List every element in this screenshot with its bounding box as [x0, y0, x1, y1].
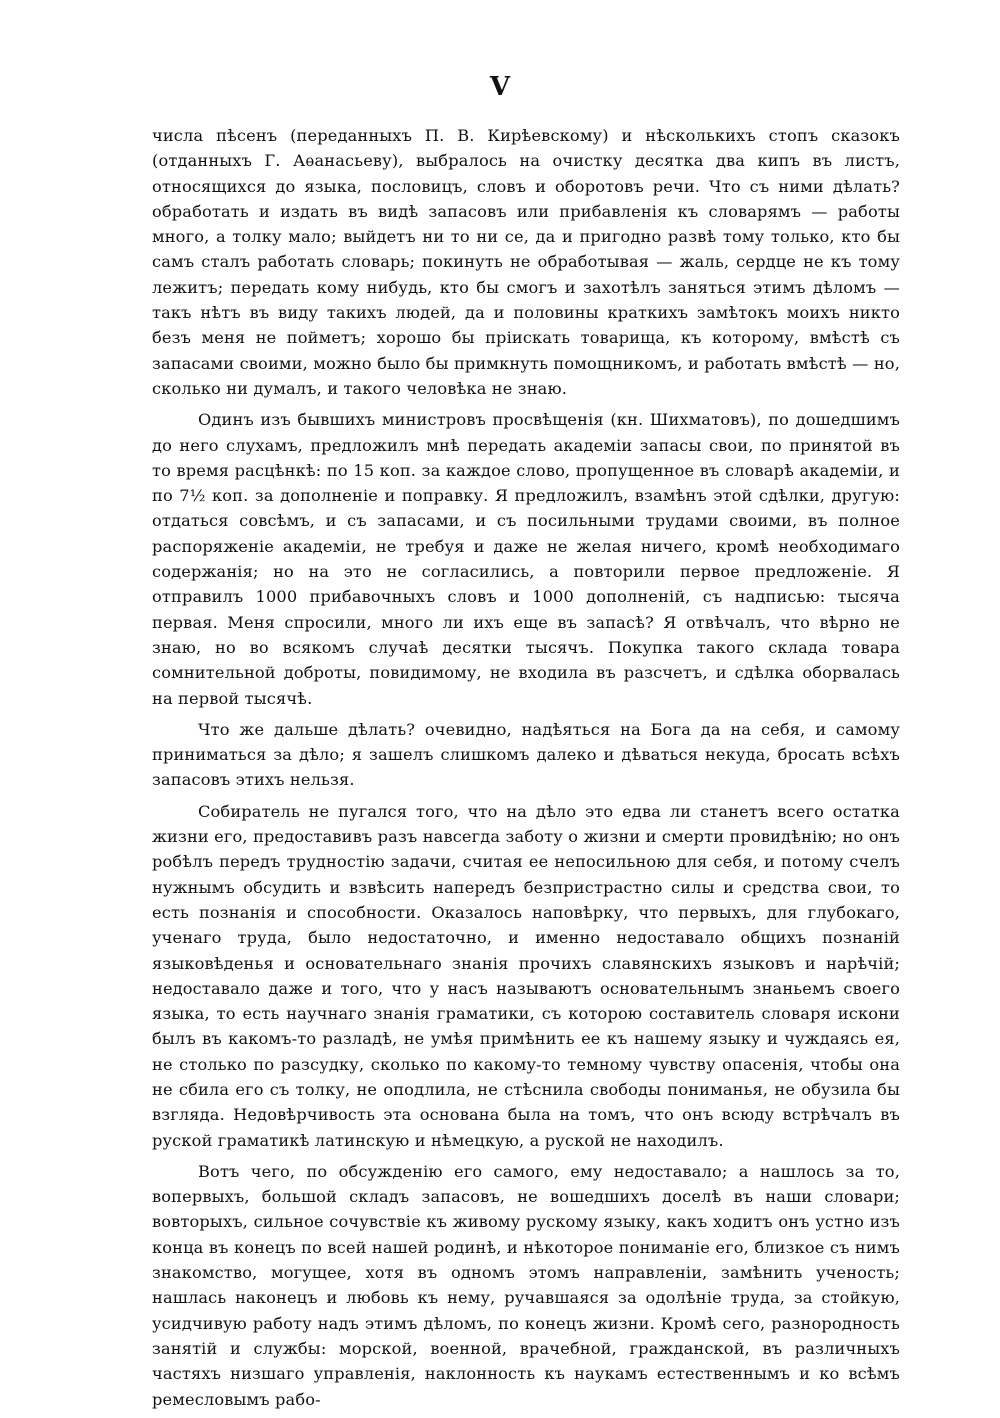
- page-number: V: [489, 72, 511, 102]
- body-text: [152, 123, 900, 1418]
- paragraph-3: Что же дальше дѣлать? очевидно, надѣяться на Бога да на себя, и самому приниматься за дѣло; я зашелъ слишкомъ далеко и дѣваться некуда, бросать всѣхъ запасовъ этихъ нельзя.: [152, 719, 900, 790]
- paragraph-1: числа пѣсенъ (переданныхъ П. В. Кирѣевскому) и нѣсколькихъ стопъ сказокъ (отданныхъ Г. Аѳанасьеву), выбралось на очистку десятка два кипъ въ листъ, относящихся до языка, пословицъ, словъ и оборотовъ речи. Что съ ними дѣлать? обработать и издать въ видѣ запасовъ или прибавленія къ словарямъ — работы много, а толку мало; выйдетъ ни то ни се, да и пригодно развѣ тому только, кто бы самъ сталъ работать словарь; покинуть не обработывая — жаль, сердце не къ тому лежитъ; передать кому нибудь, кто бы смогъ и захотѣлъ заняться этимъ дѣломъ — такъ нѣтъ въ виду такихъ людей, да и половины краткихъ замѣтокъ моихъ никто безъ меня не пойметъ; хорошо бы пріискать товарища, къ которому, вмѣстѣ съ запасами своими, можно было бы примкнуть помощникомъ, и работать вмѣстѣ — но, сколько ни думалъ, и такого человѣка не знаю.: [152, 126, 900, 398]
- paragraph-4: Собиратель не пугался того, что на дѣло это едва ли станетъ всего остатка жизни его, предоставивъ разъ навсегда заботу о жизни и смерти провидѣнію; но онъ робѣлъ передъ трудностію задачи, считая ее непосильною для себя, и потому счелъ нужнымъ обсудить и взвѣсить напередъ безпристрастно силы и средства свои, то есть познанія и способности. Оказалось наповѣрку, что первыхъ, для глубокаго, ученаго труда, было недостаточно, и именно недоставало общихъ познаній языковѣденья и основательнаго знанія прочихъ славянскихъ языковъ и нарѣчій; недоставало даже и того, что у насъ называютъ основательнымъ знаньемъ своего языка, то есть научнаго знанія граматики, съ которою составитель словаря искони былъ въ какомъ-то разладѣ, не умѣя примѣнить ее къ нашему языку и чуждаясь ея, не столько по разсудку, сколько по какому-то темному чувству опасенія, чтобы она не сбила его съ толку, не оподлила, не стѣснила свободы пониманья, не обузила бы взгляда. Недовѣрчивость эта основана была на томъ, что онъ всюду встрѣчалъ въ руской граматикѣ латинскую и нѣмецкую, а руской не находилъ.: [152, 801, 900, 1150]
- paragraph-2: Одинъ изъ бывшихъ министровъ просвѣщенія (кн. Шихматовъ), по дошедшимъ до него слухамъ, предложилъ мнѣ передать академіи запасы свои, по принятой въ то время расцѣнкѣ: по 15 коп. за каждое слово, пропущенное въ словарѣ академіи, и по 7½ коп. за дополненіе и поправку. Я предложилъ, взамѣнъ этой сдѣлки, другую: отдаться совсѣмъ, и съ запасами, и съ посильными трудами своими, въ полное распоряженіе академіи, не требуя и даже не желая ничего, кромѣ необходимаго содержанія; но на это не согласились, а повторили первое предложеніе. Я отправилъ 1000 прибавочныхъ словъ и 1000 дополненій, съ надписью: тысяча первая. Меня спросили, много ли ихъ еще въ запасѣ? Я отвѣчалъ, что вѣрно не знаю, но во всякомъ случаѣ десятки тысячъ. Покупка такого склада товара сомнительной доброты, повидимому, не входила въ разсчетъ, и сдѣлка оборвалась на первой тысячѣ.: [152, 410, 900, 708]
- paragraph-5: Вотъ чего, по обсужденію его самого, ему недоставало; а нашлось за то, вопервыхъ, большой складъ запасовъ, не вошедшихъ доселѣ въ наши словари; вовторыхъ, сильное сочувствіе къ живому рускому языку, какъ ходитъ онъ устно изъ конца въ конецъ по всей нашей родинѣ, и нѣкоторое пониманіе его, близкое съ нимъ знакомство, могущее, хотя въ одномъ этомъ направленіи, замѣнить ученость; нашлась наконецъ и любовь къ нему, ручавшаяся за одолѣніе труда, за стойкую, усидчивую работу надъ этимъ дѣломъ, по конецъ жизни. Кромѣ сего, разнородность занятій и службы: морской, военной, врачебной, гражданской, въ различныхъ частяхъ низшаго управленія, наклонность къ наукамъ естественнымъ и ко всѣмъ ремесловымъ рабо-: [152, 1161, 900, 1409]
